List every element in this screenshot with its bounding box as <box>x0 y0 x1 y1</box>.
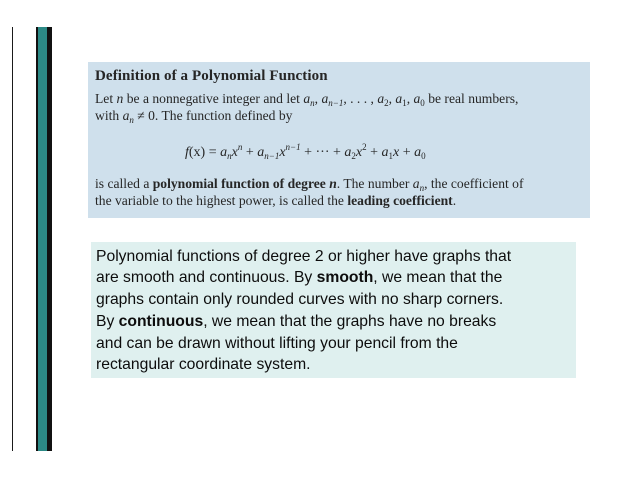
decorative-stripe-white <box>12 27 36 451</box>
decorative-stripe-black <box>47 27 52 451</box>
explanation-line-5: and can be drawn without lifting your pencil from the <box>96 335 458 352</box>
continuous-term: continuous <box>118 313 204 330</box>
definition-line-2: with $a_n \ne 0$. The function defined by <box>95 108 293 125</box>
definition-line-1: Let n be a nonnegative integer and let $a_n$, $a_{n-1}$, . . . , $a_2$, $a_1$, $a_0$ be real numbers, <box>95 91 519 108</box>
explanation-line-3: graphs contain only rounded curves with no sharp corners. <box>96 291 504 308</box>
explanation-box <box>91 242 576 378</box>
polynomial-formula: $f(x) = a_nx^n + a_{n-1}x^{n-1}$ + ··· + $a_2x^2 + a_1x + a_0$ <box>185 142 426 161</box>
explanation-line-1: Polynomial functions of degree 2 or higher have graphs that <box>96 248 512 265</box>
definition-box <box>88 62 590 218</box>
smooth-term: smooth <box>316 269 374 286</box>
definition-line-3: is called a polynomial function of degree n. The number $a_n$, the coefficient of <box>95 176 524 193</box>
definition-title: Definition of a Polynomial Function <box>95 68 328 84</box>
explanation-line-6: rectangular coordinate system. <box>96 356 311 373</box>
definition-line-4: the variable to the highest power, is called the leading coefficient. <box>95 193 457 208</box>
explanation-line-4: By continuous, we mean that the graphs have no breaks <box>96 313 497 330</box>
explanation-line-2: are smooth and continuous. By smooth, we mean that the <box>96 269 503 286</box>
